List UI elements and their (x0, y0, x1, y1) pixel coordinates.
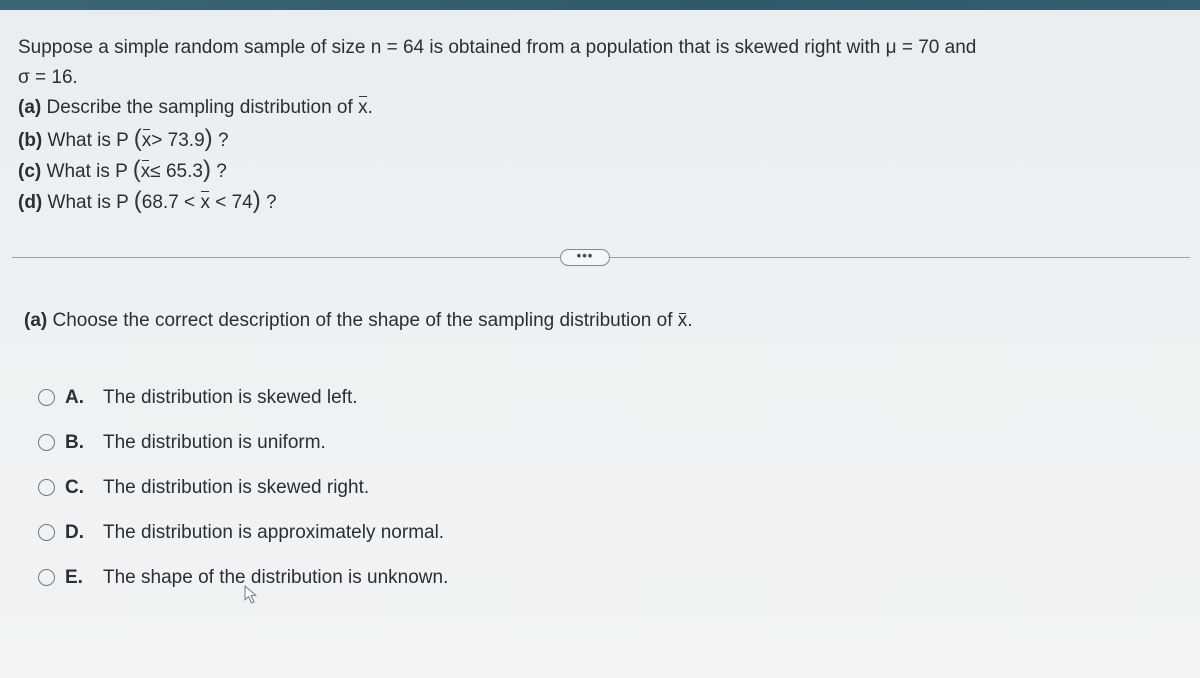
radio-button-a[interactable] (38, 389, 55, 406)
part-d-expression-start: 68.7 < (141, 192, 196, 213)
x-bar-symbol: x (200, 188, 210, 218)
part-a-label: (a) (18, 97, 42, 118)
question-mark: ? (216, 161, 227, 182)
option-letter: C. (65, 476, 84, 498)
option-letter: D. (65, 521, 84, 543)
option-text: The shape of the distribution is unknown. (103, 566, 449, 588)
option-letter: E. (65, 566, 83, 588)
part-a-text: Describe the sampling distribution of (46, 97, 353, 118)
x-bar-symbol: x (142, 126, 152, 156)
close-paren: ) (204, 125, 213, 152)
x-bar-symbol: x (141, 157, 151, 187)
sub-question-text: Choose the correct description of the shape of the sampling distribution of (52, 310, 673, 331)
part-b-label: (b) (18, 130, 43, 151)
close-paren: ) (202, 156, 211, 183)
problem-line-2: σ = 16. (18, 67, 78, 88)
option-letter: B. (65, 431, 84, 453)
x-bar-symbol: x (677, 310, 688, 331)
part-d-label: (d) (18, 192, 43, 213)
part-d-expression-end: < 74 (215, 192, 253, 213)
top-bar (0, 0, 1200, 10)
expand-more-button[interactable]: ••• (560, 249, 610, 266)
question-mark: ? (217, 130, 229, 151)
open-paren: ( (133, 125, 142, 152)
part-d-prefix: What is P (47, 192, 129, 213)
sub-question-label: (a) (24, 310, 48, 331)
problem-line-1: Suppose a simple random sample of size n = 64 is obtained from a population that is skewed right with μ = 70 and (18, 37, 977, 58)
option-b[interactable] (38, 420, 448, 465)
open-paren: ( (132, 156, 141, 183)
radio-button-d[interactable] (38, 524, 55, 541)
part-c-label: (c) (18, 161, 42, 182)
x-bar-symbol: x (358, 93, 368, 123)
sub-question-a (24, 310, 693, 332)
part-c-prefix: What is P (46, 161, 128, 182)
part-a-period: . (367, 97, 373, 118)
part-b-question (18, 124, 1188, 155)
part-c-expression: ≤ 65.3 (150, 161, 203, 182)
option-c[interactable] (38, 465, 448, 510)
question-mark: ? (266, 192, 277, 213)
part-a-question (18, 93, 1188, 124)
option-d[interactable] (38, 510, 448, 555)
option-letter: A. (65, 386, 84, 408)
part-b-prefix: What is P (47, 130, 129, 151)
radio-button-b[interactable] (38, 434, 55, 451)
option-text: The distribution is approximately normal. (103, 521, 445, 543)
option-text: The distribution is uniform. (103, 431, 326, 453)
option-text: The distribution is skewed right. (103, 476, 370, 498)
close-paren: ) (252, 187, 261, 214)
option-a[interactable] (38, 375, 448, 420)
open-paren: ( (133, 187, 142, 214)
part-b-expression: > 73.9 (151, 130, 205, 151)
mouse-cursor-icon (244, 585, 258, 605)
part-c-question (18, 155, 1188, 186)
sub-question-period: . (687, 310, 693, 331)
part-d-question (18, 186, 1188, 217)
radio-button-c[interactable] (38, 479, 55, 496)
problem-statement (18, 33, 1188, 217)
answer-options (38, 375, 448, 600)
radio-button-e[interactable] (38, 569, 55, 586)
option-text: The distribution is skewed left. (103, 386, 358, 408)
